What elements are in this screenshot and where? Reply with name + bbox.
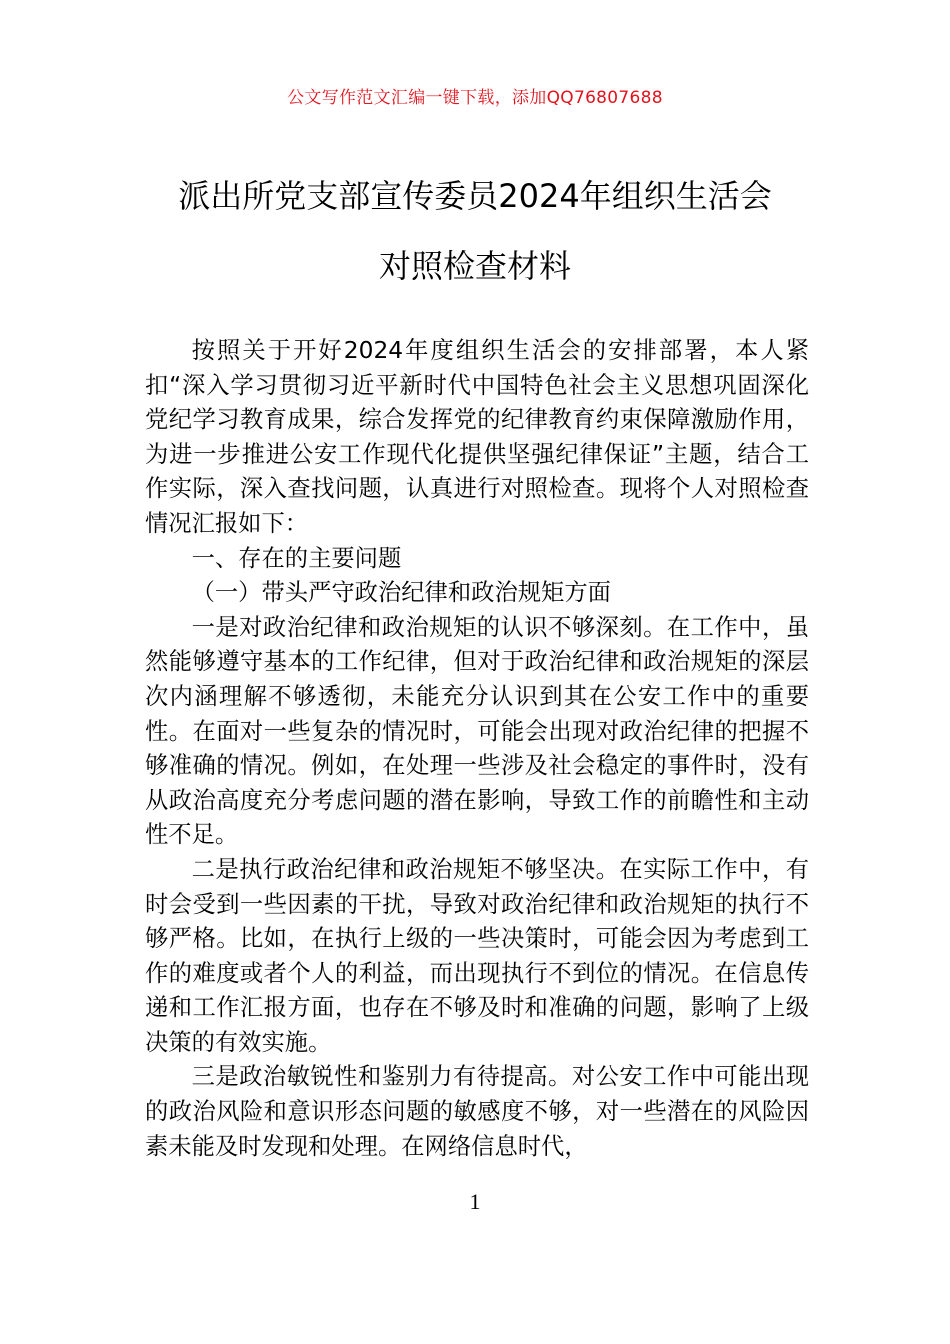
problem-paragraph-3: 三是政治敏锐性和鉴别力有待提高。对公安工作中可能出现的政治风险和意识形态问题的敏感度不够，对一些潜在的风险因素未能及时发现和处理。在网络信息时代， (145, 1063, 809, 1160)
subsection-heading: （一）带头严守政治纪律和政治规矩方面 (191, 579, 611, 607)
intro-paragraph: 按照关于开好2024年度组织生活会的安排部署，本人紧扣“深入学习贯彻习近平新时代中国特色社会主义思想巩固深化党纪学习教育成果，综合发挥党的纪律教育约束保障激励作用，为进一步推进公安工作现代化提供坚强纪律保证”主题，结合工作实际，深入查找问题，认真进行对照检查。现将个人对照检查情况汇报如下： (145, 337, 809, 537)
section-heading: 一、存在的主要问题 (191, 544, 402, 572)
document-title-line-2: 对照检查材料 (378, 247, 571, 285)
page-number: 1 (469, 1189, 481, 1214)
document-title-line-1: 派出所党支部宣传委员2024年组织生活会 (178, 177, 772, 215)
document-body (145, 334, 809, 1164)
download-promo-note: 公文写作范文汇编一键下载，添加QQ76807688 (287, 88, 663, 108)
problem-paragraph-1: 一是对政治纪律和政治规矩的认识不够深刻。在工作中，虽然能够遵守基本的工作纪律，但对于政治纪律和政治规矩的深层次内涵理解不够透彻，未能充分认识到其在公安工作中的重要性。在面对一些复杂的情况时，可能会出现对政治纪律的把握不够准确的情况。例如，在处理一些涉及社会稳定的事件时，没有从政治高度充分考虑问题的潜在影响，导致工作的前瞻性和主动性不足。 (145, 613, 809, 849)
problem-paragraph-2: 二是执行政治纪律和政治规矩不够坚决。在实际工作中，有时会受到一些因素的干扰，导致对政治纪律和政治规矩的执行不够严格。比如，在执行上级的一些决策时，可能会因为考虑到工作的难度或者个人的利益，而出现执行不到位的情况。在信息传递和工作汇报方面，也存在不够及时和准确的问题，影响了上级决策的有效实施。 (145, 855, 809, 1056)
